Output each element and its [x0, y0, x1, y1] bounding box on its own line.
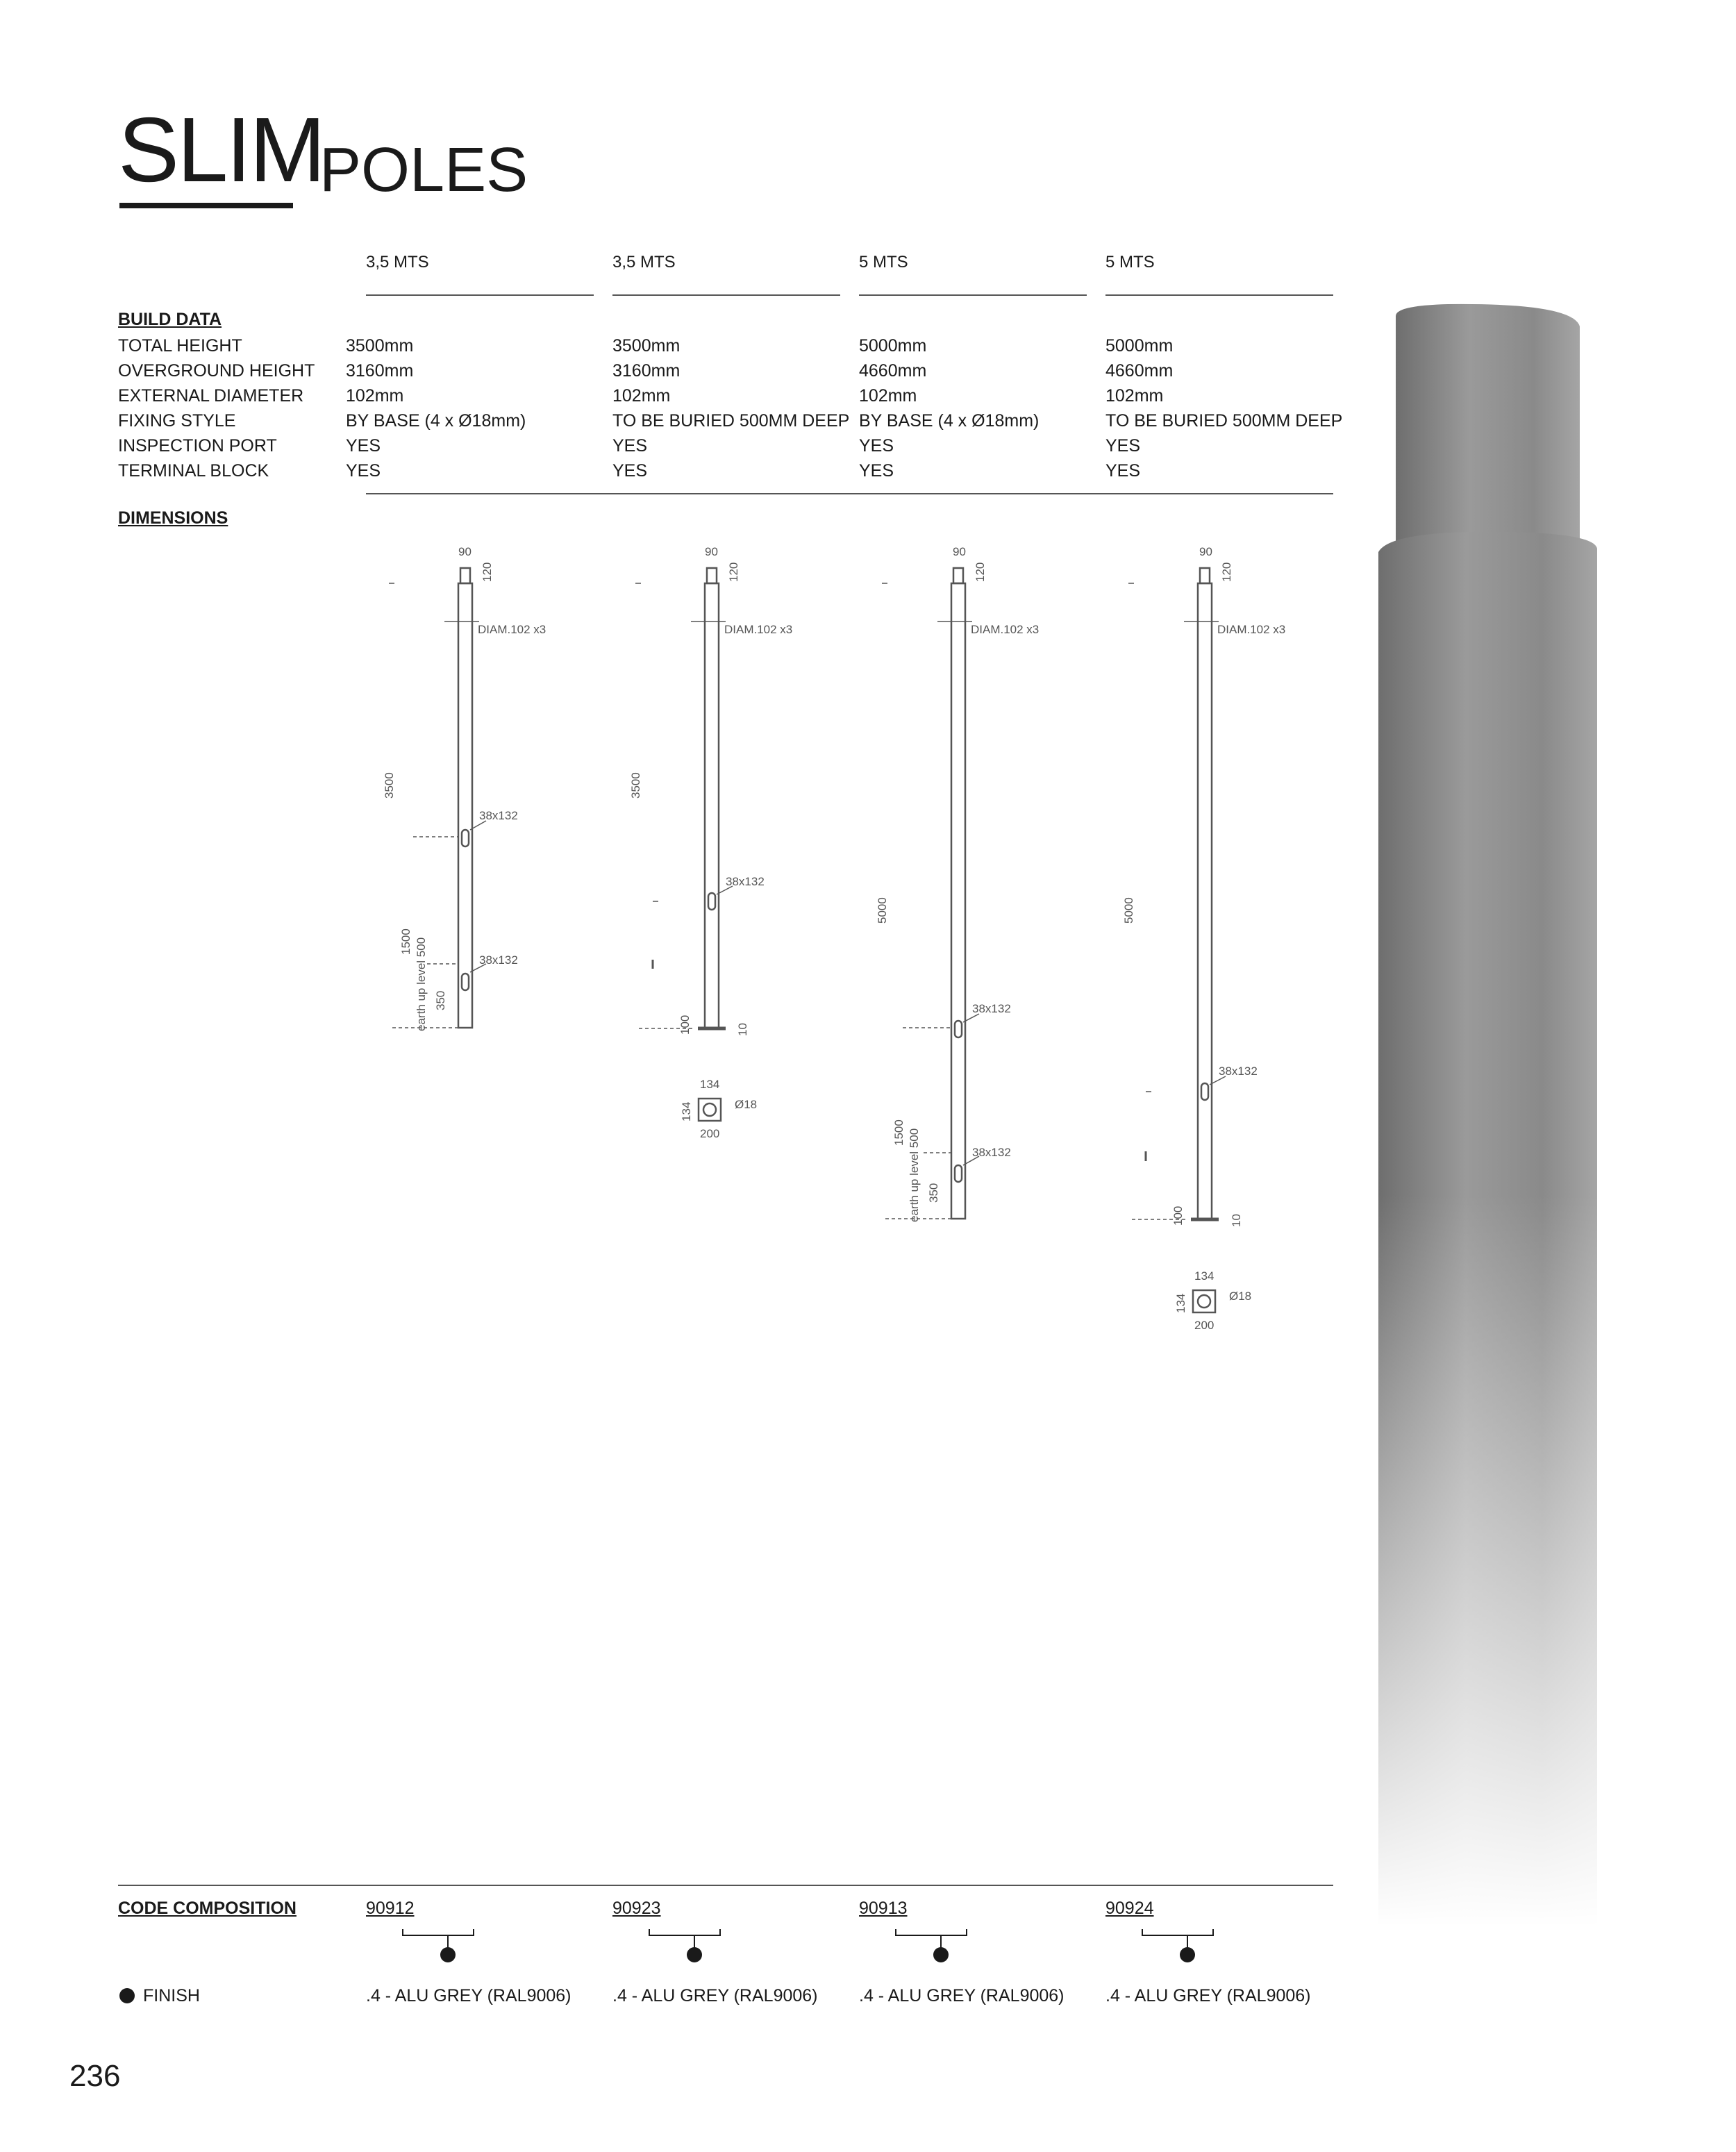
dim-base-side: 134	[1174, 1293, 1187, 1313]
dim-10: 10	[736, 1023, 749, 1036]
pole-image	[1371, 299, 1608, 1927]
dim-base-width: 200	[1194, 1319, 1215, 1332]
label-terminal-block: TERMINAL BLOCK	[118, 461, 269, 481]
label-external-diameter: EXTERNAL DIAMETER	[118, 386, 304, 406]
total-height-value: 3500mm	[612, 336, 681, 356]
fixing-style-value: BY BASE (4 x Ø18mm)	[346, 411, 526, 431]
dim-top-height: 120	[727, 562, 740, 582]
dim-top-width: 90	[1199, 545, 1212, 558]
dim-port-size: 38x132	[479, 953, 518, 967]
inspection-port-value: YES	[1105, 436, 1141, 456]
label-total-height: TOTAL HEIGHT	[118, 336, 242, 356]
dim-top-width: 90	[953, 545, 966, 558]
overground-height-value: 4660mm	[1105, 361, 1174, 381]
label-fixing-style: FIXING STYLE	[118, 411, 236, 431]
finish-dot	[440, 1947, 456, 1962]
dim-earth-note: earth up level 500	[908, 1128, 921, 1222]
finish-value: .4 - ALU GREY (RAL9006)	[612, 1986, 818, 2005]
dim-total: 3500	[629, 772, 642, 799]
dim-100: 100	[1171, 1206, 1185, 1226]
inspection-port-value: YES	[346, 436, 381, 456]
dim-earth-note: earth up level 500	[415, 937, 428, 1031]
column-header: 3,5 MTS	[366, 253, 429, 272]
external-diameter-value: 102mm	[859, 386, 917, 406]
external-diameter-value: 102mm	[612, 386, 671, 406]
dim-350: 350	[434, 990, 447, 1010]
code-composition-heading: CODE COMPOSITION	[118, 1899, 297, 1918]
label-inspection-port: INSPECTION PORT	[118, 436, 277, 456]
terminal-block-value: YES	[1105, 461, 1141, 481]
total-height-value: 3500mm	[346, 336, 414, 356]
page-subtitle: POLES	[319, 135, 528, 205]
fixing-style-value: BY BASE (4 x Ø18mm)	[859, 411, 1040, 431]
pole-drawing-4	[1128, 568, 1226, 1312]
product-code: 90923	[612, 1899, 661, 1918]
dim-base-side: 134	[680, 1101, 693, 1121]
column-header: 5 MTS	[1105, 253, 1155, 272]
dim-10: 10	[1230, 1214, 1243, 1227]
dim-diam-note: DIAM.102 x3	[724, 623, 793, 636]
dim-top-height: 120	[1220, 562, 1233, 582]
dim-total: 5000	[876, 897, 889, 924]
external-diameter-value: 102mm	[346, 386, 404, 406]
dim-diam-note: DIAM.102 x3	[478, 623, 546, 636]
dim-base-side: 134	[700, 1078, 720, 1091]
overground-height-value: 4660mm	[859, 361, 927, 381]
dim-diam-note: DIAM.102 x3	[1217, 623, 1286, 636]
dim-total: 3500	[383, 772, 396, 799]
dim-port-size: 38x132	[972, 1146, 1011, 1159]
code-rule	[118, 1885, 1333, 1886]
build-data-heading: BUILD DATA	[118, 310, 222, 329]
label-overground-height: OVERGROUND HEIGHT	[118, 361, 315, 381]
dim-1500: 1500	[399, 928, 412, 955]
finish-legend-dot	[119, 1988, 135, 2003]
finish-value: .4 - ALU GREY (RAL9006)	[859, 1986, 1065, 2005]
dim-diam-note: DIAM.102 x3	[971, 623, 1040, 636]
finish-value: .4 - ALU GREY (RAL9006)	[366, 1986, 571, 2005]
total-height-value: 5000mm	[1105, 336, 1174, 356]
column-header: 5 MTS	[859, 253, 908, 272]
dimensions-heading: DIMENSIONS	[118, 508, 228, 528]
pole-drawing-2	[635, 568, 733, 1121]
terminal-block-value: YES	[859, 461, 894, 481]
finish-value: .4 - ALU GREY (RAL9006)	[1105, 1986, 1311, 2005]
inspection-port-value: YES	[859, 436, 894, 456]
overground-height-value: 3160mm	[346, 361, 414, 381]
dim-350: 350	[927, 1183, 940, 1203]
product-code: 90913	[859, 1899, 908, 1918]
total-height-value: 5000mm	[859, 336, 927, 356]
dim-base-hole: Ø18	[735, 1098, 758, 1111]
finish-label: FINISH	[143, 1986, 200, 2005]
external-diameter-value: 102mm	[1105, 386, 1164, 406]
inspection-port-value: YES	[612, 436, 648, 456]
dim-top-height: 120	[481, 562, 494, 582]
dim-base-width: 200	[700, 1127, 720, 1140]
dim-port-size: 38x132	[972, 1002, 1011, 1015]
fixing-style-value: TO BE BURIED 500MM DEEP	[612, 411, 850, 431]
pole-drawing-1	[389, 568, 486, 1028]
dim-top-width: 90	[705, 545, 718, 558]
page-title: SLIM	[118, 99, 324, 201]
dim-total: 5000	[1122, 897, 1135, 924]
dim-1500: 1500	[892, 1119, 905, 1146]
dim-top-height: 120	[974, 562, 987, 582]
page-number: 236	[69, 2059, 121, 2093]
overground-height-value: 3160mm	[612, 361, 681, 381]
dim-top-width: 90	[458, 545, 471, 558]
product-code: 90912	[366, 1899, 415, 1918]
dim-base-side: 134	[1194, 1269, 1215, 1283]
terminal-block-value: YES	[346, 461, 381, 481]
column-header: 3,5 MTS	[612, 253, 676, 272]
finish-dot	[687, 1947, 702, 1962]
terminal-block-value: YES	[612, 461, 648, 481]
finish-dot	[1180, 1947, 1195, 1962]
dim-port-size: 38x132	[479, 809, 518, 822]
finish-dot	[933, 1947, 949, 1962]
dim-port-size: 38x132	[726, 875, 765, 888]
dim-100: 100	[678, 1015, 692, 1035]
product-code: 90924	[1105, 1899, 1154, 1918]
dim-base-hole: Ø18	[1229, 1290, 1252, 1303]
dim-port-size: 38x132	[1219, 1065, 1258, 1078]
fixing-style-value: TO BE BURIED 500MM DEEP	[1105, 411, 1343, 431]
